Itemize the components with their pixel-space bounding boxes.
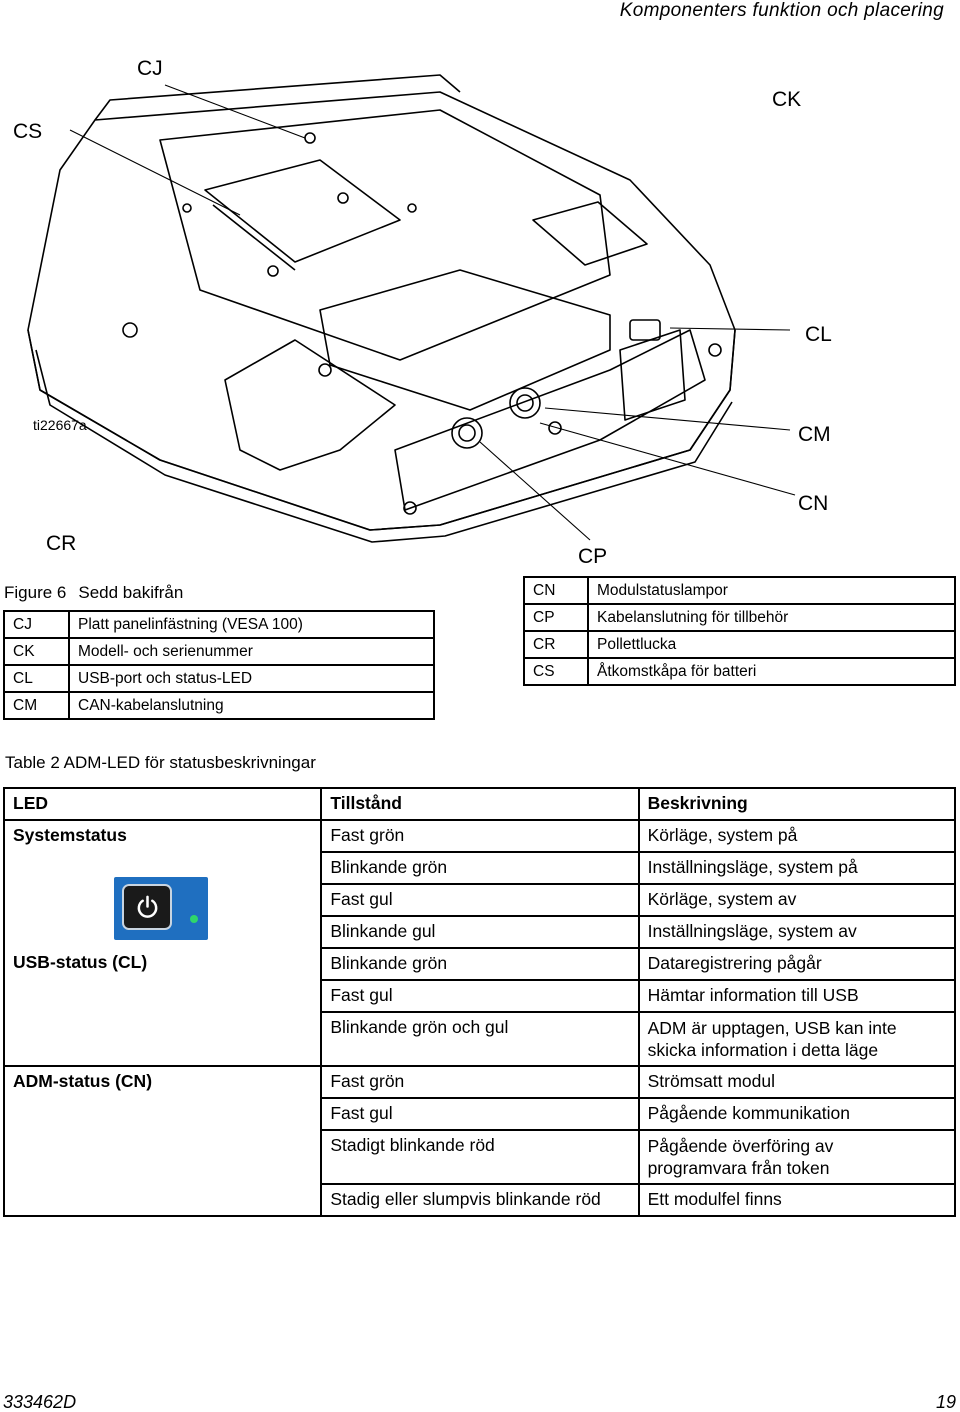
power-icon (135, 895, 160, 920)
legend-code: CL (4, 665, 69, 692)
page-header-title: Komponenters funktion och placering (619, 0, 944, 21)
state-cell: Fast grön (321, 1066, 638, 1098)
state-cell: Stadigt blinkande röd (321, 1130, 638, 1184)
callout-cl: CL (805, 323, 832, 346)
adm-led-panel-image (114, 877, 208, 940)
legend-text: Modulstatuslampor (588, 577, 955, 604)
state-cell: Blinkande grön (321, 852, 638, 884)
description-cell (639, 1130, 955, 1184)
callout-cs: CS (13, 120, 43, 143)
table-row (4, 820, 955, 852)
state-cell: Blinkande grön och gul (321, 1012, 638, 1066)
state-cell: Fast gul (321, 884, 638, 916)
state-cell: Stadig eller slumpvis blinkande röd (321, 1184, 638, 1216)
legend-row (4, 692, 434, 719)
legend-code: CM (4, 692, 69, 719)
footer-page-number: 19 (935, 1392, 956, 1412)
legend-text: USB-port och status-LED (69, 665, 434, 692)
description-cell (639, 1012, 955, 1066)
description-cell: Körläge, system av (639, 884, 955, 916)
legend-row (4, 638, 434, 665)
state-cell: Blinkande grön (321, 948, 638, 980)
table-row (4, 1066, 955, 1098)
description-line: skicka information i detta läge (647, 1040, 879, 1060)
callout-cr: CR (46, 532, 77, 555)
description-cell: Inställningsläge, system på (639, 852, 955, 884)
legend-code: CS (524, 658, 588, 685)
legend-text: CAN-kabelanslutning (69, 692, 434, 719)
legend-text: Kabelanslutning för tillbehör (588, 604, 955, 631)
callout-cj: CJ (137, 57, 163, 80)
description-cell: Pågående kommunikation (639, 1098, 955, 1130)
legend-code: CK (4, 638, 69, 665)
figure-reference: ti22667a (33, 417, 87, 433)
legend-text: Pollettlucka (588, 631, 955, 658)
legend-row (524, 631, 955, 658)
description-cell: Körläge, system på (639, 820, 955, 852)
legend-row (524, 658, 955, 685)
description-cell: Strömsatt modul (639, 1066, 955, 1098)
legend-code: CJ (4, 611, 69, 638)
description-cell: Hämtar information till USB (639, 980, 955, 1012)
callout-cm: CM (798, 423, 831, 446)
led-status-table (3, 787, 956, 1217)
led-group-label: USB-status (CL) (13, 952, 148, 972)
legend-row (524, 604, 955, 631)
led-group-label: ADM-status (CN) (13, 1071, 153, 1091)
table-caption: Table 2 ADM-LED för statusbeskrivningar (5, 753, 316, 772)
legend-text: Platt panelinfästning (VESA 100) (69, 611, 434, 638)
legend-code: CP (524, 604, 588, 631)
led-group-label: Systemstatus (13, 825, 127, 845)
callout-ck: CK (772, 88, 802, 111)
column-header-description: Beskrivning (639, 788, 955, 820)
legend-table-left (3, 610, 435, 720)
status-led-dot (190, 915, 198, 923)
description-line: programvara från token (647, 1158, 830, 1178)
legend-code: CN (524, 577, 588, 604)
description-cell: Ett modulfel finns (639, 1184, 955, 1216)
legend-table-right (523, 576, 956, 686)
legend-row (4, 611, 434, 638)
legend-text: Åtkomstkåpa för batteri (588, 658, 955, 685)
rear-view-figure (0, 30, 960, 580)
state-cell: Fast gul (321, 980, 638, 1012)
column-header-led: LED (4, 788, 321, 820)
description-cell: Inställningsläge, system av (639, 916, 955, 948)
power-button-image (122, 884, 172, 930)
callout-cn: CN (798, 492, 829, 515)
state-cell: Fast gul (321, 1098, 638, 1130)
footer-doc-number: 333462D (3, 1392, 77, 1412)
description-cell: Dataregistrering pågår (639, 948, 955, 980)
state-cell: Fast grön (321, 820, 638, 852)
callout-cp: CP (578, 545, 608, 568)
table-row (4, 948, 955, 980)
figure-caption (4, 583, 183, 603)
description-line: Pågående överföring av (647, 1136, 834, 1156)
description-line: ADM är upptagen, USB kan inte (647, 1018, 897, 1038)
state-cell: Blinkande gul (321, 916, 638, 948)
legend-row (524, 577, 955, 604)
led-group-adm (4, 1066, 321, 1216)
figure-number: Figure 6 (4, 583, 67, 602)
led-group-usb (4, 948, 321, 1066)
column-header-state: Tillstånd (321, 788, 638, 820)
legend-row (4, 665, 434, 692)
legend-text: Modell- och serienummer (69, 638, 434, 665)
figure-caption-text: Sedd bakifrån (78, 583, 184, 602)
legend-code: CR (524, 631, 588, 658)
table-header-row (4, 788, 955, 820)
